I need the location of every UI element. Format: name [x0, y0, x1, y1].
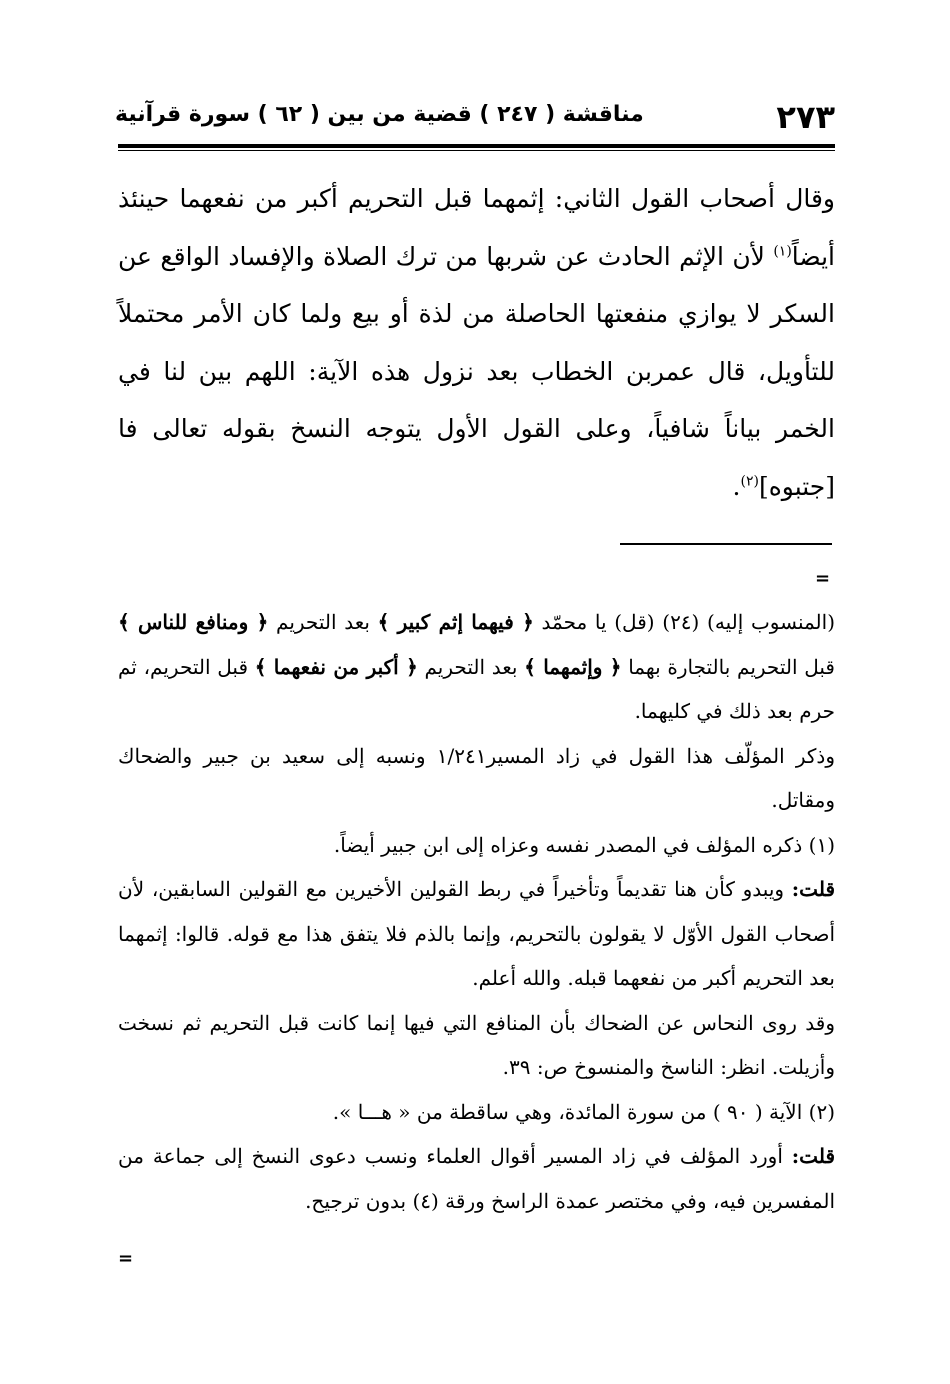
main-text-part: وقال أصحاب القول الثاني: إثمهما قبل التحريم أكبر من نفعهما حينئذ أيضاً [118, 184, 835, 271]
page-header [115, 98, 835, 134]
footnote-text: (المنسوب إليه) (٢٤) (قل) يا محمّد [533, 610, 836, 634]
footnote-1: (١) ذكره المؤلف في المصدر نفسه وعزاه إلى ابن جبير أيضاً. [333, 832, 835, 857]
footnote-text: قبل التحريم بالتجارة بهما [621, 654, 835, 679]
page-number: ٢٧٣ [776, 98, 835, 136]
running-title: مناقشة ( ٢٤٧ ) قضية من بين ( ٦٢ ) سورة قرآنية [115, 102, 644, 127]
footnote-ref-1: (١) [773, 243, 792, 260]
main-text-part: لأن الإثم الحادث عن شربها من ترك الصلاة والإفساد الواقع عن السكر لا يوازي منفعتها الحاصلة من لذة أو بيع ولما كان الأمر محتملاً للتأويل، قال عمربن الخطاب بعد نزول هذه الآية: اللهم بين لنا في الخمر بياناً شافياً، وعلى القول الأول يتوجه النسخ بقوله تعالى فا [جتبوه] [118, 241, 835, 501]
continuation-mark-bottom: = [118, 1248, 134, 1269]
comment-label: قلت: [791, 877, 835, 901]
main-text [118, 170, 835, 515]
comment-label: قلت: [791, 1144, 835, 1168]
footnote-comment [118, 1134, 835, 1223]
footnote-text: قبل التحريم، ثم حرم بعد ذلك في كليهما. [118, 654, 835, 723]
main-text-end: . [732, 471, 741, 501]
footnote-text: بعد التحريم [268, 610, 378, 634]
quran-quote: ﴿ فيهما إثم كبير ﴾ [377, 610, 534, 634]
footnote-paragraph: وقد روى النحاس عن الضحاك بأن المنافع التي فيها إنما كانت قبل التحريم ثم نسخت وأزيلت. انظر: الناسخ والمنسوخ ص: ٣٩. [118, 1010, 835, 1079]
main-paragraph [118, 170, 835, 515]
footnote-separator [620, 543, 832, 545]
quran-quote: ﴿ وإثمهما ﴾ [524, 654, 622, 679]
comment-text: ويبدو كأن هنا تقديماً وتأخيراً في ربط القولين الأخيرين مع القولين السابقين، لأن أصحاب القول الأوّل لا يقولون بالتحريم، وإنما بالذم فلا يتفق هذا مع قوله. قالوا: إثمهما بعد التحريم أكبر من نفعهما قبله. والله أعلم. [118, 877, 835, 990]
header-rule-thick [118, 144, 835, 148]
continuation-mark-top: = [815, 568, 831, 589]
footnote-continued [118, 600, 835, 734]
header-rule-thin [118, 150, 835, 151]
footnote-2: (٢) الآية ( ٩٠ ) من سورة المائدة، وهي ساقطة من « هـــا ». [332, 1099, 835, 1124]
comment-text: أورد المؤلف في زاد المسير أقوال العلماء ونسب دعوى النسخ إلى جماعة من المفسرين فيه، وفي مختصر عمدة الراسخ ورقة (٤) بدون ترجيح. [118, 1144, 835, 1213]
quran-quote: ﴿ ومنافع للناس ﴾ [118, 610, 269, 634]
footnotes [118, 600, 835, 1223]
footnote-comment [118, 867, 835, 1001]
footnote-ref-2: (٢) [740, 473, 759, 490]
quran-quote: ﴿ أكبر من نفعهما ﴾ [254, 654, 418, 679]
footnote-text: بعد التحريم [417, 654, 525, 679]
footnote-paragraph: وذكر المؤلّف هذا القول في زاد المسير١/٢٤١ ونسبه إلى سعيد بن جبير والضحاك ومقاتل. [118, 743, 835, 812]
